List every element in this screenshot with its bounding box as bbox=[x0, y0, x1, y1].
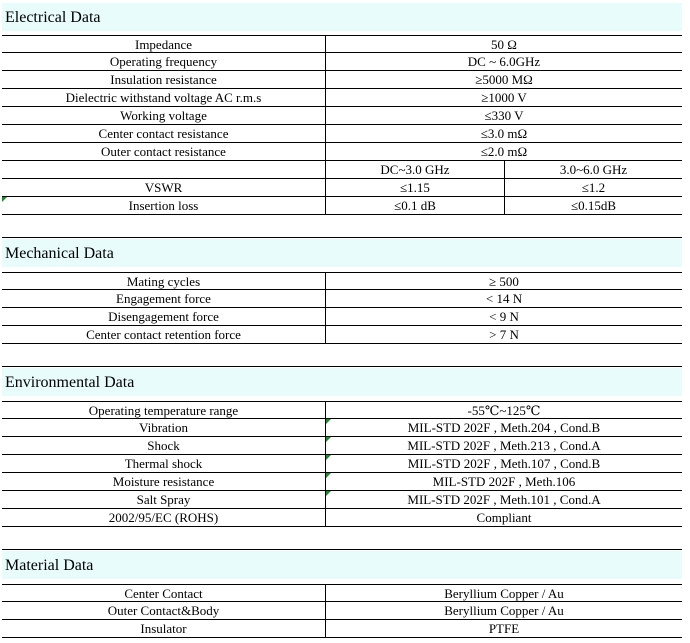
param-label: Vibration bbox=[2, 419, 326, 436]
param-label: Mating cycles bbox=[2, 273, 326, 289]
param-label: Operating temperature range bbox=[2, 402, 326, 418]
table-row bbox=[2, 491, 682, 509]
material-section-title: Material Data bbox=[2, 551, 682, 579]
param-value: < 14 N bbox=[485, 291, 523, 306]
table-row bbox=[2, 161, 682, 179]
param-label: Insulator bbox=[2, 620, 326, 637]
param-label bbox=[2, 161, 326, 178]
param-value-low: ≤0.1 dB bbox=[326, 197, 505, 214]
table-row bbox=[2, 143, 682, 161]
param-value: ≥1000 V bbox=[481, 90, 527, 105]
param-value: Compliant bbox=[476, 510, 532, 525]
param-label: Working voltage bbox=[2, 107, 326, 124]
param-label: Center contact retention force bbox=[2, 326, 326, 343]
table-row bbox=[2, 437, 682, 455]
table-row bbox=[2, 401, 682, 419]
param-label: Salt Spray bbox=[2, 491, 326, 508]
param-value: DC ~ 6.0GHz bbox=[467, 54, 541, 69]
environmental-section-title: Environmental Data bbox=[2, 368, 682, 396]
table-row bbox=[2, 620, 682, 638]
table-row bbox=[2, 125, 682, 143]
param-value: MIL-STD 202F , Meth.101 , Cond.A bbox=[407, 492, 601, 507]
param-value: < 9 N bbox=[489, 309, 519, 324]
table-row bbox=[2, 179, 682, 197]
table-row bbox=[2, 509, 682, 527]
section-spacer bbox=[2, 344, 682, 367]
table-row bbox=[2, 89, 682, 107]
param-value: ≤330 V bbox=[484, 108, 524, 123]
table-row bbox=[2, 308, 682, 326]
param-label: Thermal shock bbox=[2, 455, 326, 472]
param-label: Operating frequency bbox=[2, 53, 326, 70]
table-row bbox=[2, 71, 682, 89]
table-row bbox=[2, 584, 682, 602]
param-label: Moisture resistance bbox=[2, 473, 326, 490]
param-label: VSWR bbox=[2, 179, 326, 196]
section-spacer bbox=[2, 527, 682, 550]
param-label: Outer Contact&Body bbox=[2, 602, 326, 619]
table-row bbox=[2, 272, 682, 290]
table-row bbox=[2, 197, 682, 215]
table-row bbox=[2, 35, 682, 53]
param-value: ≥ 500 bbox=[489, 274, 519, 289]
param-label: Center Contact bbox=[2, 585, 326, 601]
table-row bbox=[2, 473, 682, 491]
param-value: Beryllium Copper / Au bbox=[444, 586, 564, 601]
param-value-high: ≤0.15dB bbox=[570, 198, 617, 213]
param-label: Outer contact resistance bbox=[2, 143, 326, 160]
band-header-high: 3.0~6.0 GHz bbox=[559, 162, 628, 177]
param-value: PTFE bbox=[488, 621, 520, 636]
param-label: Dielectric withstand voltage AC r.m.s bbox=[2, 89, 326, 106]
table-row bbox=[2, 107, 682, 125]
table-row bbox=[2, 53, 682, 71]
param-value: MIL-STD 202F , Meth.106 bbox=[432, 474, 576, 489]
mechanical-section-title: Mechanical Data bbox=[2, 239, 682, 267]
table-row bbox=[2, 326, 682, 344]
param-value-high: ≤1.2 bbox=[581, 180, 606, 195]
param-value: > 7 N bbox=[489, 327, 519, 342]
table-row bbox=[2, 290, 682, 308]
table-row bbox=[2, 419, 682, 437]
param-label: Insulation resistance bbox=[2, 71, 326, 88]
param-value: ≤3.0 mΩ bbox=[480, 126, 528, 141]
param-label: Disengagement force bbox=[2, 308, 326, 325]
param-value: MIL-STD 202F , Meth.107 , Cond.B bbox=[407, 456, 601, 471]
table-row bbox=[2, 455, 682, 473]
param-label: 2002/95/EC (ROHS) bbox=[2, 509, 326, 526]
param-value: 50 Ω bbox=[491, 37, 517, 52]
param-value: MIL-STD 202F , Meth.213 , Cond.A bbox=[407, 438, 601, 453]
param-value-low: ≤1.15 bbox=[326, 179, 505, 196]
electrical-section-title: Electrical Data bbox=[2, 3, 682, 31]
table-row bbox=[2, 602, 682, 620]
param-value: ≤2.0 mΩ bbox=[480, 144, 528, 159]
param-label: Shock bbox=[2, 437, 326, 454]
param-label: Engagement force bbox=[2, 290, 326, 307]
param-value: Beryllium Copper / Au bbox=[444, 603, 564, 618]
param-value: MIL-STD 202F , Meth.204 , Cond.B bbox=[407, 420, 601, 435]
band-header-low: DC~3.0 GHz bbox=[326, 161, 505, 178]
param-value: ≥5000 MΩ bbox=[475, 72, 533, 87]
param-label: Insertion loss bbox=[2, 197, 326, 214]
param-label: Center contact resistance bbox=[2, 125, 326, 142]
section-spacer bbox=[2, 215, 682, 238]
param-label: Impedance bbox=[2, 36, 326, 52]
param-value: -55℃~125℃ bbox=[467, 403, 541, 418]
